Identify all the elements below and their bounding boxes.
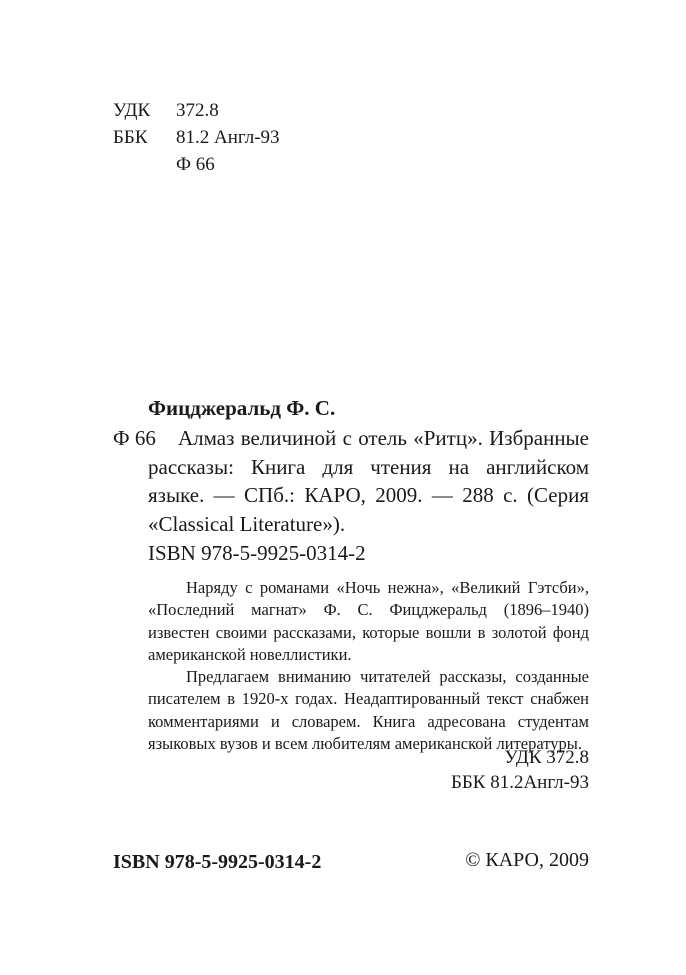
copyright: © КАРО, 2009 (465, 849, 589, 871)
author-mark-row (113, 151, 280, 178)
udk-value: 372.8 (176, 100, 219, 121)
isbn-bottom: ISBN 978-5-9925-0314-2 (113, 851, 322, 873)
annotation (148, 577, 589, 755)
author-code: Ф 66 (113, 426, 156, 450)
annotation-paragraph: Предлагаем вниманию читателей рассказы, созданные писателем в 1920-х годах. Неадаптированный текст снабжен комментариями и словарем. Книга адресована студентам языковых вузов и всем любителям американской литературы. (148, 667, 589, 754)
bbk-label: ББК (113, 127, 148, 148)
bbk-value: 81.2 Англ-93 (176, 127, 280, 148)
bbk-row (113, 124, 280, 151)
isbn-entry: ISBN 978-5-9925-0314-2 (148, 541, 366, 565)
udk-row (113, 97, 280, 124)
description-text: Алмаз величиной с отель «Ритц». Избранные рассказы: Книга для чтения на английском языке. — СПб.: КАРО, 2009. — 288 с. (Серия «Classical Literature»). (148, 426, 589, 536)
udk-label: УДК (113, 100, 151, 121)
footer-udk: УДК 372.8 (504, 747, 589, 768)
annotation-paragraph: Наряду с романами «Ночь нежна», «Великий Гэтсби», «Последний магнат» Ф. С. Фицджеральд (1896–1940) известен своими рассказами, которые вошли в золотой фонд американской новеллистики. (148, 578, 589, 664)
author-heading: Фицджеральд Ф. С. (148, 396, 336, 420)
bibliographic-description (148, 424, 589, 538)
author-mark: Ф 66 (176, 154, 215, 175)
footer-codes (451, 745, 589, 795)
footer-bbk: ББК 81.2Англ-93 (450, 772, 589, 793)
classification-block (113, 97, 280, 178)
